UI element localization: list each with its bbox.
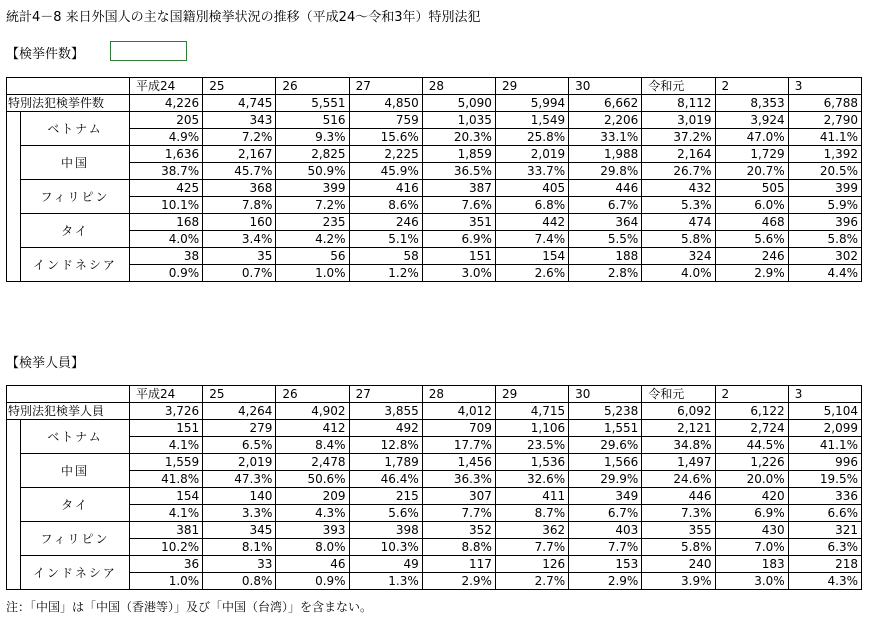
count-value: 126 (495, 556, 568, 573)
share-value: 29.6% (569, 437, 642, 454)
share-value: 8.1% (203, 539, 276, 556)
indent-cell (7, 248, 21, 282)
header-row (7, 78, 862, 95)
count-value: 492 (349, 420, 422, 437)
year-header: 29 (495, 386, 568, 403)
year-header: 3 (788, 386, 861, 403)
country-share-row (7, 265, 862, 282)
count-value: 349 (569, 488, 642, 505)
share-value: 6.7% (569, 505, 642, 522)
country-share-row (7, 163, 862, 180)
share-value: 24.6% (642, 471, 715, 488)
total-value: 5,994 (495, 95, 568, 112)
share-value: 26.7% (642, 163, 715, 180)
share-value: 50.9% (276, 163, 349, 180)
share-value: 4.4% (788, 265, 861, 282)
share-value: 6.5% (203, 437, 276, 454)
indent-cell (7, 180, 21, 214)
count-value: 154 (495, 248, 568, 265)
year-header: 平成24 (130, 78, 203, 95)
count-value: 364 (569, 214, 642, 231)
share-value: 6.9% (715, 505, 788, 522)
total-value: 5,238 (569, 403, 642, 420)
count-value: 46 (276, 556, 349, 573)
count-value: 215 (349, 488, 422, 505)
year-header: 27 (349, 78, 422, 95)
share-value: 41.8% (130, 471, 203, 488)
share-value: 7.6% (422, 197, 495, 214)
year-header: 25 (203, 386, 276, 403)
share-value: 7.8% (203, 197, 276, 214)
indent-cell (7, 522, 21, 556)
share-value: 2.9% (569, 573, 642, 590)
country-name: インドネシア (21, 556, 130, 590)
persons-table (6, 385, 862, 590)
share-value: 32.6% (495, 471, 568, 488)
share-value: 3.0% (715, 573, 788, 590)
country-share-row (7, 505, 862, 522)
share-value: 5.3% (642, 197, 715, 214)
share-value: 1.0% (276, 265, 349, 282)
total-value: 4,264 (203, 403, 276, 420)
year-header: 2 (715, 386, 788, 403)
share-value: 0.7% (203, 265, 276, 282)
share-value: 41.1% (788, 129, 861, 146)
count-value: 468 (715, 214, 788, 231)
count-value: 1,859 (422, 146, 495, 163)
count-value: 420 (715, 488, 788, 505)
count-value: 1,559 (130, 454, 203, 471)
year-header: 30 (569, 78, 642, 95)
corner-cell (7, 386, 130, 403)
page-title: 統計4－8 来日外国人の主な国籍別検挙状況の推移（平成24～令和3年）特別法犯 (6, 10, 481, 25)
total-value: 3,726 (130, 403, 203, 420)
share-value: 19.5% (788, 471, 861, 488)
share-value: 6.9% (422, 231, 495, 248)
share-value: 7.7% (422, 505, 495, 522)
country-name: フィリピン (21, 522, 130, 556)
share-value: 5.8% (788, 231, 861, 248)
share-value: 23.5% (495, 437, 568, 454)
year-header: 25 (203, 78, 276, 95)
count-value: 1,106 (495, 420, 568, 437)
count-value: 140 (203, 488, 276, 505)
share-value: 6.6% (788, 505, 861, 522)
share-value: 8.7% (495, 505, 568, 522)
count-value: 425 (130, 180, 203, 197)
count-value: 2,099 (788, 420, 861, 437)
count-value: 1,392 (788, 146, 861, 163)
country-share-row (7, 471, 862, 488)
count-value: 996 (788, 454, 861, 471)
count-value: 1,551 (569, 420, 642, 437)
country-name: 中国 (21, 454, 130, 488)
share-value: 7.7% (569, 539, 642, 556)
count-value: 218 (788, 556, 861, 573)
count-value: 1,536 (495, 454, 568, 471)
share-value: 20.3% (422, 129, 495, 146)
share-value: 2.8% (569, 265, 642, 282)
share-value: 50.6% (276, 471, 349, 488)
count-value: 279 (203, 420, 276, 437)
share-value: 15.6% (349, 129, 422, 146)
count-value: 1,729 (715, 146, 788, 163)
count-value: 446 (642, 488, 715, 505)
share-value: 5.6% (349, 505, 422, 522)
count-value: 3,019 (642, 112, 715, 129)
country-count-row (7, 146, 862, 163)
share-value: 5.8% (642, 539, 715, 556)
total-row (7, 95, 862, 112)
count-value: 246 (349, 214, 422, 231)
year-header: 27 (349, 386, 422, 403)
count-value: 2,478 (276, 454, 349, 471)
share-value: 29.8% (569, 163, 642, 180)
share-value: 8.6% (349, 197, 422, 214)
count-value: 2,790 (788, 112, 861, 129)
country-name: ベトナム (21, 112, 130, 146)
count-value: 36 (130, 556, 203, 573)
count-value: 505 (715, 180, 788, 197)
share-value: 3.4% (203, 231, 276, 248)
country-share-row (7, 129, 862, 146)
section-label-cases: 【検挙件数】 (6, 47, 85, 62)
count-value: 396 (788, 214, 861, 231)
country-name: タイ (21, 214, 130, 248)
share-value: 37.2% (642, 129, 715, 146)
share-value: 41.1% (788, 437, 861, 454)
country-share-row (7, 573, 862, 590)
count-value: 324 (642, 248, 715, 265)
share-value: 34.8% (642, 437, 715, 454)
share-value: 47.0% (715, 129, 788, 146)
share-value: 5.9% (788, 197, 861, 214)
total-value: 6,788 (788, 95, 861, 112)
count-value: 403 (569, 522, 642, 539)
total-value: 5,551 (276, 95, 349, 112)
country-count-row (7, 214, 862, 231)
count-value: 154 (130, 488, 203, 505)
count-value: 240 (642, 556, 715, 573)
share-value: 33.7% (495, 163, 568, 180)
count-value: 442 (495, 214, 568, 231)
count-value: 302 (788, 248, 861, 265)
share-value: 46.4% (349, 471, 422, 488)
country-count-row (7, 522, 862, 539)
count-value: 58 (349, 248, 422, 265)
total-value: 4,850 (349, 95, 422, 112)
count-value: 153 (569, 556, 642, 573)
count-value: 355 (642, 522, 715, 539)
count-value: 368 (203, 180, 276, 197)
total-value: 8,112 (642, 95, 715, 112)
share-value: 3.3% (203, 505, 276, 522)
indent-cell (7, 214, 21, 248)
count-value: 430 (715, 522, 788, 539)
total-value: 6,662 (569, 95, 642, 112)
share-value: 10.1% (130, 197, 203, 214)
year-header: 30 (569, 386, 642, 403)
count-value: 343 (203, 112, 276, 129)
share-value: 10.3% (349, 539, 422, 556)
share-value: 4.1% (130, 437, 203, 454)
share-value: 7.2% (203, 129, 276, 146)
count-value: 1,456 (422, 454, 495, 471)
total-row (7, 403, 862, 420)
share-value: 7.0% (715, 539, 788, 556)
count-value: 1,035 (422, 112, 495, 129)
country-name: インドネシア (21, 248, 130, 282)
share-value: 2.9% (715, 265, 788, 282)
country-share-row (7, 437, 862, 454)
count-value: 117 (422, 556, 495, 573)
header-row (7, 386, 862, 403)
count-value: 2,164 (642, 146, 715, 163)
count-value: 2,167 (203, 146, 276, 163)
share-value: 6.8% (495, 197, 568, 214)
country-count-row (7, 112, 862, 129)
country-count-row (7, 180, 862, 197)
count-value: 151 (130, 420, 203, 437)
year-header: 26 (276, 386, 349, 403)
share-value: 4.0% (130, 231, 203, 248)
share-value: 12.8% (349, 437, 422, 454)
share-value: 20.0% (715, 471, 788, 488)
year-header: 令和元 (642, 78, 715, 95)
country-count-row (7, 248, 862, 265)
count-value: 56 (276, 248, 349, 265)
share-value: 5.8% (642, 231, 715, 248)
country-name: 中国 (21, 146, 130, 180)
section-label-persons: 【検挙人員】 (6, 356, 85, 371)
count-value: 160 (203, 214, 276, 231)
year-header: 2 (715, 78, 788, 95)
count-value: 188 (569, 248, 642, 265)
count-value: 2,724 (715, 420, 788, 437)
share-value: 8.4% (276, 437, 349, 454)
count-value: 352 (422, 522, 495, 539)
corner-cell (7, 78, 130, 95)
share-value: 36.3% (422, 471, 495, 488)
count-value: 246 (715, 248, 788, 265)
year-header: 3 (788, 78, 861, 95)
share-value: 20.7% (715, 163, 788, 180)
share-value: 5.6% (715, 231, 788, 248)
count-value: 416 (349, 180, 422, 197)
indent-cell (7, 146, 21, 180)
count-value: 362 (495, 522, 568, 539)
total-value: 6,092 (642, 403, 715, 420)
count-value: 38 (130, 248, 203, 265)
total-value: 4,902 (276, 403, 349, 420)
share-value: 0.8% (203, 573, 276, 590)
share-value: 45.7% (203, 163, 276, 180)
count-value: 1,226 (715, 454, 788, 471)
count-value: 405 (495, 180, 568, 197)
count-value: 209 (276, 488, 349, 505)
share-value: 29.9% (569, 471, 642, 488)
total-value: 4,745 (203, 95, 276, 112)
share-value: 7.4% (495, 231, 568, 248)
count-value: 387 (422, 180, 495, 197)
share-value: 5.5% (569, 231, 642, 248)
year-header: 28 (422, 386, 495, 403)
share-value: 6.0% (715, 197, 788, 214)
share-value: 0.9% (276, 573, 349, 590)
total-value: 4,226 (130, 95, 203, 112)
count-value: 2,121 (642, 420, 715, 437)
count-value: 474 (642, 214, 715, 231)
count-value: 205 (130, 112, 203, 129)
count-value: 3,924 (715, 112, 788, 129)
country-count-row (7, 454, 862, 471)
count-value: 393 (276, 522, 349, 539)
share-value: 25.8% (495, 129, 568, 146)
year-header: 26 (276, 78, 349, 95)
share-value: 3.0% (422, 265, 495, 282)
share-value: 20.5% (788, 163, 861, 180)
share-value: 44.5% (715, 437, 788, 454)
share-value: 2.7% (495, 573, 568, 590)
count-value: 1,789 (349, 454, 422, 471)
count-value: 151 (422, 248, 495, 265)
share-value: 7.3% (642, 505, 715, 522)
count-value: 1,566 (569, 454, 642, 471)
total-value: 8,353 (715, 95, 788, 112)
indent-cell (7, 488, 21, 522)
country-count-row (7, 556, 862, 573)
share-value: 6.7% (569, 197, 642, 214)
total-value: 6,122 (715, 403, 788, 420)
total-label: 特別法犯検挙件数 (7, 95, 130, 112)
share-value: 45.9% (349, 163, 422, 180)
country-name: フィリピン (21, 180, 130, 214)
share-value: 17.7% (422, 437, 495, 454)
count-value: 183 (715, 556, 788, 573)
cases-table (6, 77, 862, 282)
count-value: 1,497 (642, 454, 715, 471)
country-share-row (7, 197, 862, 214)
country-share-row (7, 231, 862, 248)
year-header: 平成24 (130, 386, 203, 403)
count-value: 411 (495, 488, 568, 505)
share-value: 7.7% (495, 539, 568, 556)
share-value: 1.3% (349, 573, 422, 590)
indent-cell (7, 112, 21, 146)
share-value: 47.3% (203, 471, 276, 488)
indent-cell (7, 556, 21, 590)
country-name: タイ (21, 488, 130, 522)
count-value: 432 (642, 180, 715, 197)
share-value: 4.9% (130, 129, 203, 146)
share-value: 8.0% (276, 539, 349, 556)
footnote: 注：「中国」は「中国（香港等）」及び「中国（台湾）」を含まない。 (6, 600, 373, 614)
count-value: 516 (276, 112, 349, 129)
share-value: 33.1% (569, 129, 642, 146)
country-name: ベトナム (21, 420, 130, 454)
count-value: 2,225 (349, 146, 422, 163)
count-value: 399 (276, 180, 349, 197)
share-value: 6.3% (788, 539, 861, 556)
share-value: 4.1% (130, 505, 203, 522)
count-value: 381 (130, 522, 203, 539)
share-value: 5.1% (349, 231, 422, 248)
count-value: 351 (422, 214, 495, 231)
count-value: 2,019 (495, 146, 568, 163)
count-value: 399 (788, 180, 861, 197)
total-value: 4,012 (422, 403, 495, 420)
count-value: 2,825 (276, 146, 349, 163)
country-share-row (7, 539, 862, 556)
share-value: 36.5% (422, 163, 495, 180)
count-value: 168 (130, 214, 203, 231)
count-value: 1,549 (495, 112, 568, 129)
country-count-row (7, 420, 862, 437)
count-value: 709 (422, 420, 495, 437)
share-value: 2.9% (422, 573, 495, 590)
share-value: 1.2% (349, 265, 422, 282)
year-header: 令和元 (642, 386, 715, 403)
selected-cell[interactable] (110, 41, 187, 61)
year-header: 28 (422, 78, 495, 95)
count-value: 759 (349, 112, 422, 129)
share-value: 38.7% (130, 163, 203, 180)
share-value: 0.9% (130, 265, 203, 282)
total-value: 5,104 (788, 403, 861, 420)
total-value: 4,715 (495, 403, 568, 420)
share-value: 4.0% (642, 265, 715, 282)
count-value: 2,019 (203, 454, 276, 471)
share-value: 10.2% (130, 539, 203, 556)
total-value: 3,855 (349, 403, 422, 420)
count-value: 235 (276, 214, 349, 231)
count-value: 321 (788, 522, 861, 539)
indent-cell (7, 420, 21, 454)
share-value: 2.6% (495, 265, 568, 282)
year-header: 29 (495, 78, 568, 95)
total-label: 特別法犯検挙人員 (7, 403, 130, 420)
share-value: 4.3% (788, 573, 861, 590)
share-value: 8.8% (422, 539, 495, 556)
count-value: 2,206 (569, 112, 642, 129)
count-value: 49 (349, 556, 422, 573)
count-value: 336 (788, 488, 861, 505)
share-value: 9.3% (276, 129, 349, 146)
count-value: 1,636 (130, 146, 203, 163)
indent-cell (7, 454, 21, 488)
share-value: 4.3% (276, 505, 349, 522)
count-value: 398 (349, 522, 422, 539)
share-value: 7.2% (276, 197, 349, 214)
share-value: 4.2% (276, 231, 349, 248)
count-value: 446 (569, 180, 642, 197)
country-count-row (7, 488, 862, 505)
share-value: 1.0% (130, 573, 203, 590)
count-value: 345 (203, 522, 276, 539)
count-value: 412 (276, 420, 349, 437)
count-value: 307 (422, 488, 495, 505)
share-value: 3.9% (642, 573, 715, 590)
total-value: 5,090 (422, 95, 495, 112)
count-value: 33 (203, 556, 276, 573)
count-value: 35 (203, 248, 276, 265)
count-value: 1,988 (569, 146, 642, 163)
